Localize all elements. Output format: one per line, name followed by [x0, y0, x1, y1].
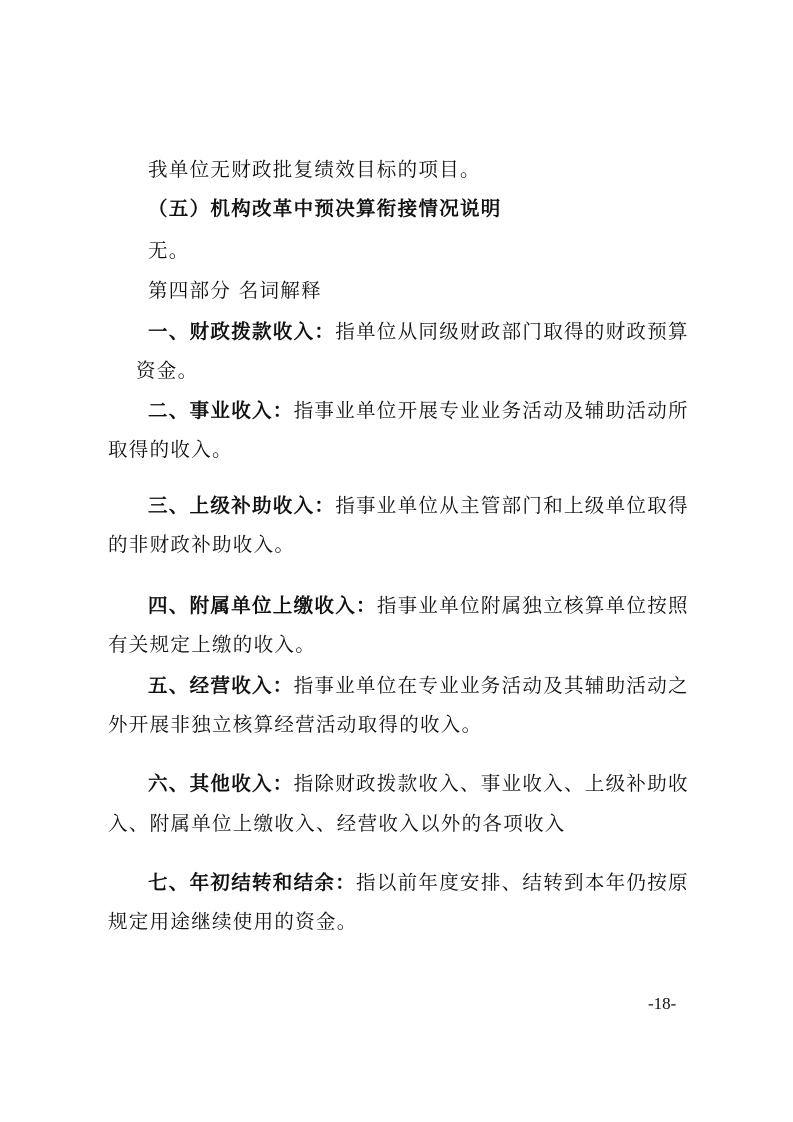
term-1-line-2: 资金。 [136, 359, 199, 382]
term-1-title: 一、财政拨款收入： [148, 320, 336, 343]
term-4-line-2: 有关规定上缴的收入。 [108, 633, 317, 656]
term-7-line-1 [148, 869, 689, 897]
term-1-line-1 [148, 318, 689, 346]
section-5-body: 无。 [148, 239, 190, 262]
term-5-line-1 [148, 672, 689, 700]
term-3-definition: 指事业单位从主管部门和上级单位取得 [335, 494, 689, 517]
term-4-title: 四、附属单位上缴收入： [148, 594, 377, 617]
term-3-line-1 [148, 492, 689, 520]
intro-paragraph: 我单位无财政批复绩效目标的项目。 [148, 158, 481, 181]
term-7-definition: 指以前年度安排、结转到本年仍按原 [356, 871, 689, 894]
term-2-definition: 指事业单位开展专业业务活动及辅助活动所 [293, 399, 689, 422]
term-7-title: 七、年初结转和结余： [148, 871, 357, 894]
term-2-line-1 [148, 397, 689, 425]
term-6-line-2: 入、附属单位上缴收入、经营收入以外的各项收入 [108, 812, 566, 835]
section-5-heading: （五）机构改革中预决算衔接情况说明 [148, 197, 502, 220]
term-5-title: 五、经营收入： [148, 674, 294, 697]
term-5-definition: 指事业单位在专业业务活动及其辅助活动之 [293, 674, 689, 697]
term-7-line-2: 规定用途继续使用的资金。 [108, 910, 358, 933]
page-number: -18- [648, 994, 677, 1013]
term-4-definition: 指事业单位附属独立核算单位按照 [376, 594, 689, 617]
term-4-line-1 [148, 592, 689, 620]
term-1-definition: 指单位从同级财政部门取得的财政预算 [335, 320, 689, 343]
term-2-title: 二、事业收入： [148, 399, 294, 422]
term-5-line-2: 外开展非独立核算经营活动取得的收入。 [108, 713, 483, 736]
part-4-heading: 第四部分 名词解释 [148, 279, 322, 302]
term-3-title: 三、上级补助收入： [148, 494, 336, 517]
term-2-line-2: 取得的收入。 [108, 438, 233, 461]
term-3-line-2: 的非财政补助收入。 [108, 533, 296, 556]
term-6-line-1 [148, 770, 689, 798]
term-6-title: 六、其他收入： [148, 772, 294, 795]
term-6-definition: 指除财政拨款收入、事业收入、上级补助收 [293, 772, 689, 795]
